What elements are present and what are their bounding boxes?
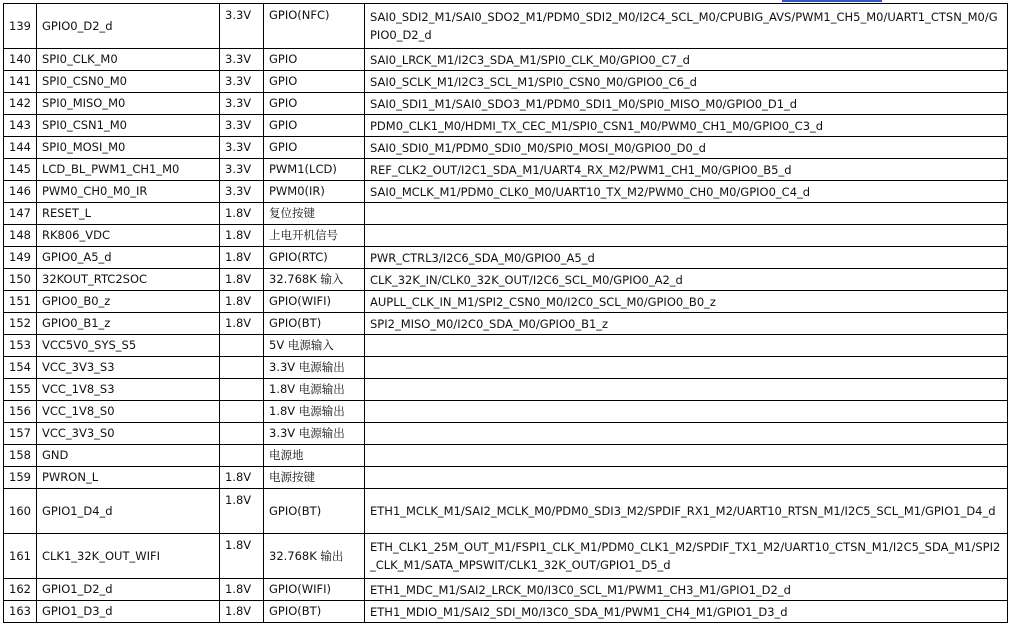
table-row <box>4 579 1008 601</box>
pin-type-cell: 1.8V 电源输出 <box>264 379 365 401</box>
table-row <box>4 181 1008 203</box>
pin-name-cell: SPI0_CSN1_M0 <box>37 115 220 137</box>
table-row <box>4 225 1008 247</box>
pin-name-cell: GPIO0_D2_d <box>37 4 220 49</box>
pin-function-cell: AUPLL_CLK_IN_M1/SPI2_CSN0_M0/I2C0_SCL_M0/GPIO0_B0_z <box>365 291 1008 313</box>
table-row <box>4 203 1008 225</box>
pin-voltage-cell: 3.3V <box>220 93 264 115</box>
table-row <box>4 467 1008 489</box>
pin-type-cell: GPIO <box>264 71 365 93</box>
pin-voltage-cell: 3.3V <box>220 49 264 71</box>
pin-name-cell: SPI0_CSN0_M0 <box>37 71 220 93</box>
pin-number-cell: 158 <box>4 445 37 467</box>
pin-name-cell: VCC_3V3_S3 <box>37 357 220 379</box>
table-row <box>4 357 1008 379</box>
table-row <box>4 291 1008 313</box>
pin-voltage-cell <box>220 423 264 445</box>
pin-name-cell: GPIO0_B0_z <box>37 291 220 313</box>
pin-name-cell: VCC_1V8_S3 <box>37 379 220 401</box>
pin-type-cell: GPIO <box>264 93 365 115</box>
pin-number-cell: 160 <box>4 489 37 534</box>
pin-number-cell: 141 <box>4 71 37 93</box>
pin-voltage-cell: 3.3V <box>220 71 264 93</box>
pin-function-cell <box>365 379 1008 401</box>
pin-function-cell <box>365 401 1008 423</box>
pin-function-cell <box>365 203 1008 225</box>
pin-number-cell: 159 <box>4 467 37 489</box>
pin-voltage-cell: 1.8V <box>220 313 264 335</box>
pin-name-cell: LCD_BL_PWM1_CH1_M0 <box>37 159 220 181</box>
table-row <box>4 269 1008 291</box>
pin-name-cell: VCC_1V8_S0 <box>37 401 220 423</box>
pin-function-cell: PWR_CTRL3/I2C6_SDA_M0/GPIO0_A5_d <box>365 247 1008 269</box>
table-row <box>4 93 1008 115</box>
pin-type-cell: GPIO(NFC) <box>264 4 365 49</box>
table-row <box>4 71 1008 93</box>
pin-name-cell: GPIO1_D2_d <box>37 579 220 601</box>
pin-function-cell <box>365 335 1008 357</box>
pin-number-cell: 153 <box>4 335 37 357</box>
table-row <box>4 115 1008 137</box>
pin-name-cell: GPIO0_A5_d <box>37 247 220 269</box>
pin-voltage-cell: 1.8V <box>220 225 264 247</box>
table-row <box>4 313 1008 335</box>
pin-type-cell: 3.3V 电源输出 <box>264 423 365 445</box>
pin-voltage-cell <box>220 445 264 467</box>
pin-voltage-cell: 1.8V <box>220 489 264 534</box>
pin-type-cell: 5V 电源输入 <box>264 335 365 357</box>
pin-function-cell: SAI0_SDI1_M1/SAI0_SDO3_M1/PDM0_SDI1_M0/SPI0_MISO_M0/GPIO0_D1_d <box>365 93 1008 115</box>
pin-function-cell: CLK_32K_IN/CLK0_32K_OUT/I2C6_SCL_M0/GPIO0_A2_d <box>365 269 1008 291</box>
pin-number-cell: 143 <box>4 115 37 137</box>
pin-function-cell <box>365 445 1008 467</box>
table-row <box>4 601 1008 623</box>
pin-function-cell <box>365 467 1008 489</box>
pin-type-cell: 复位按键 <box>264 203 365 225</box>
pin-type-cell: PWM1(LCD) <box>264 159 365 181</box>
pin-number-cell: 161 <box>4 534 37 579</box>
pin-function-cell: SAI0_SDI0_M1/PDM0_SDI0_M0/SPI0_MOSI_M0/GPIO0_D0_d <box>365 137 1008 159</box>
pin-function-cell: SAI0_SCLK_M1/I2C3_SCL_M1/SPI0_CSN0_M0/GPIO0_C6_d <box>365 71 1008 93</box>
pin-voltage-cell: 3.3V <box>220 4 264 49</box>
pin-type-cell: GPIO(RTC) <box>264 247 365 269</box>
pin-type-cell: 1.8V 电源输出 <box>264 401 365 423</box>
pin-voltage-cell: 1.8V <box>220 534 264 579</box>
pin-name-cell: GPIO1_D3_d <box>37 601 220 623</box>
pin-function-cell: SAI0_LRCK_M1/I2C3_SDA_M1/SPI0_CLK_M0/GPIO0_C7_d <box>365 49 1008 71</box>
table-row <box>4 401 1008 423</box>
pin-name-cell: GPIO0_B1_z <box>37 313 220 335</box>
pin-voltage-cell: 1.8V <box>220 269 264 291</box>
pin-number-cell: 149 <box>4 247 37 269</box>
table-row <box>4 489 1008 534</box>
pin-type-cell: GPIO(WIFI) <box>264 579 365 601</box>
pin-name-cell: GND <box>37 445 220 467</box>
pin-type-cell: 电源地 <box>264 445 365 467</box>
pin-function-cell: ETH1_MCLK_M1/SAI2_MCLK_M0/PDM0_SDI3_M2/SPDIF_RX1_M2/UART10_RTSN_M1/I2C5_SCL_M1/GPIO1_D4_d <box>365 489 1008 534</box>
pin-definition-table <box>3 3 1008 623</box>
pin-name-cell: PWRON_L <box>37 467 220 489</box>
pin-voltage-cell: 3.3V <box>220 115 264 137</box>
pin-number-cell: 155 <box>4 379 37 401</box>
pin-function-cell: SAI0_MCLK_M1/PDM0_CLK0_M0/UART10_TX_M2/PWM0_CH0_M0/GPIO0_C4_d <box>365 181 1008 203</box>
pin-voltage-cell: 1.8V <box>220 579 264 601</box>
pin-number-cell: 139 <box>4 4 37 49</box>
pin-number-cell: 152 <box>4 313 37 335</box>
table-row <box>4 335 1008 357</box>
pin-function-cell: ETH1_MDIO_M1/SAI2_SDI_M0/I3C0_SDA_M1/PWM1_CH4_M1/GPIO1_D3_d <box>365 601 1008 623</box>
pin-name-cell: RESET_L <box>37 203 220 225</box>
pin-voltage-cell: 1.8V <box>220 291 264 313</box>
pin-voltage-cell: 1.8V <box>220 467 264 489</box>
table-row <box>4 379 1008 401</box>
pin-name-cell: VCC5V0_SYS_S5 <box>37 335 220 357</box>
pin-name-cell: PWM0_CH0_M0_IR <box>37 181 220 203</box>
pin-type-cell: GPIO(BT) <box>264 313 365 335</box>
pin-number-cell: 142 <box>4 93 37 115</box>
pin-name-cell: CLK1_32K_OUT_WIFI <box>37 534 220 579</box>
pin-number-cell: 151 <box>4 291 37 313</box>
pin-type-cell: GPIO(BT) <box>264 601 365 623</box>
pin-number-cell: 148 <box>4 225 37 247</box>
pin-number-cell: 163 <box>4 601 37 623</box>
pin-name-cell: SPI0_MOSI_M0 <box>37 137 220 159</box>
pin-voltage-cell: 3.3V <box>220 137 264 159</box>
pin-number-cell: 140 <box>4 49 37 71</box>
pin-number-cell: 147 <box>4 203 37 225</box>
pin-number-cell: 154 <box>4 357 37 379</box>
pin-type-cell: GPIO(BT) <box>264 489 365 534</box>
pin-voltage-cell: 3.3V <box>220 181 264 203</box>
pin-voltage-cell: 1.8V <box>220 247 264 269</box>
pin-number-cell: 157 <box>4 423 37 445</box>
table-row <box>4 445 1008 467</box>
pin-function-cell: REF_CLK2_OUT/I2C1_SDA_M1/UART4_RX_M2/PWM1_CH1_M0/GPIO0_B5_d <box>365 159 1008 181</box>
pin-table-body <box>4 4 1008 623</box>
blue-accent-line <box>782 0 882 2</box>
pin-type-cell: GPIO(WIFI) <box>264 291 365 313</box>
pin-number-cell: 144 <box>4 137 37 159</box>
pin-function-cell: ETH_CLK1_25M_OUT_M1/FSPI1_CLK_M1/PDM0_CLK1_M2/SPDIF_TX1_M2/UART10_CTSN_M1/I2C5_SDA_M1/SPI2_CLK_M1/SATA_MPSWIT/CLK1_32K_OUT/GPIO1_D5_d <box>365 534 1008 579</box>
pin-number-cell: 145 <box>4 159 37 181</box>
pin-voltage-cell <box>220 401 264 423</box>
table-row <box>4 49 1008 71</box>
pin-number-cell: 150 <box>4 269 37 291</box>
pin-type-cell: 32.768K 输入 <box>264 269 365 291</box>
pin-number-cell: 156 <box>4 401 37 423</box>
pin-name-cell: RK806_VDC <box>37 225 220 247</box>
pin-name-cell: SPI0_MISO_M0 <box>37 93 220 115</box>
pin-voltage-cell <box>220 379 264 401</box>
pin-function-cell: SPI2_MISO_M0/I2C0_SDA_M0/GPIO0_B1_z <box>365 313 1008 335</box>
pin-type-cell: PWM0(IR) <box>264 181 365 203</box>
table-row <box>4 247 1008 269</box>
pin-type-cell: GPIO <box>264 115 365 137</box>
pin-type-cell: 电源按键 <box>264 467 365 489</box>
pin-voltage-cell: 1.8V <box>220 203 264 225</box>
pin-name-cell: VCC_3V3_S0 <box>37 423 220 445</box>
pin-voltage-cell: 3.3V <box>220 159 264 181</box>
pin-name-cell: GPIO1_D4_d <box>37 489 220 534</box>
pin-function-cell <box>365 225 1008 247</box>
pin-voltage-cell <box>220 357 264 379</box>
pin-number-cell: 146 <box>4 181 37 203</box>
table-row <box>4 159 1008 181</box>
pin-type-cell: 3.3V 电源输出 <box>264 357 365 379</box>
pin-function-cell: SAI0_SDI2_M1/SAI0_SDO2_M1/PDM0_SDI2_M0/I2C4_SCL_M0/CPUBIG_AVS/PWM1_CH5_M0/UART1_CTSN_M0/GPIO0_D2_d <box>365 4 1008 49</box>
pin-type-cell: GPIO <box>264 49 365 71</box>
pin-function-cell <box>365 423 1008 445</box>
pin-type-cell: 32.768K 输出 <box>264 534 365 579</box>
pin-function-cell: PDM0_CLK1_M0/HDMI_TX_CEC_M1/SPI0_CSN1_M0/PWM0_CH1_M0/GPIO0_C3_d <box>365 115 1008 137</box>
pin-voltage-cell <box>220 335 264 357</box>
pin-function-cell: ETH1_MDC_M1/SAI2_LRCK_M0/I3C0_SCL_M1/PWM1_CH3_M1/GPIO1_D2_d <box>365 579 1008 601</box>
pin-number-cell: 162 <box>4 579 37 601</box>
pin-voltage-cell: 1.8V <box>220 601 264 623</box>
table-row <box>4 534 1008 579</box>
pin-type-cell: GPIO <box>264 137 365 159</box>
table-row <box>4 423 1008 445</box>
pin-name-cell: SPI0_CLK_M0 <box>37 49 220 71</box>
table-row <box>4 137 1008 159</box>
pin-function-cell <box>365 357 1008 379</box>
pin-type-cell: 上电开机信号 <box>264 225 365 247</box>
pin-name-cell: 32KOUT_RTC2SOC <box>37 269 220 291</box>
table-row <box>4 4 1008 49</box>
